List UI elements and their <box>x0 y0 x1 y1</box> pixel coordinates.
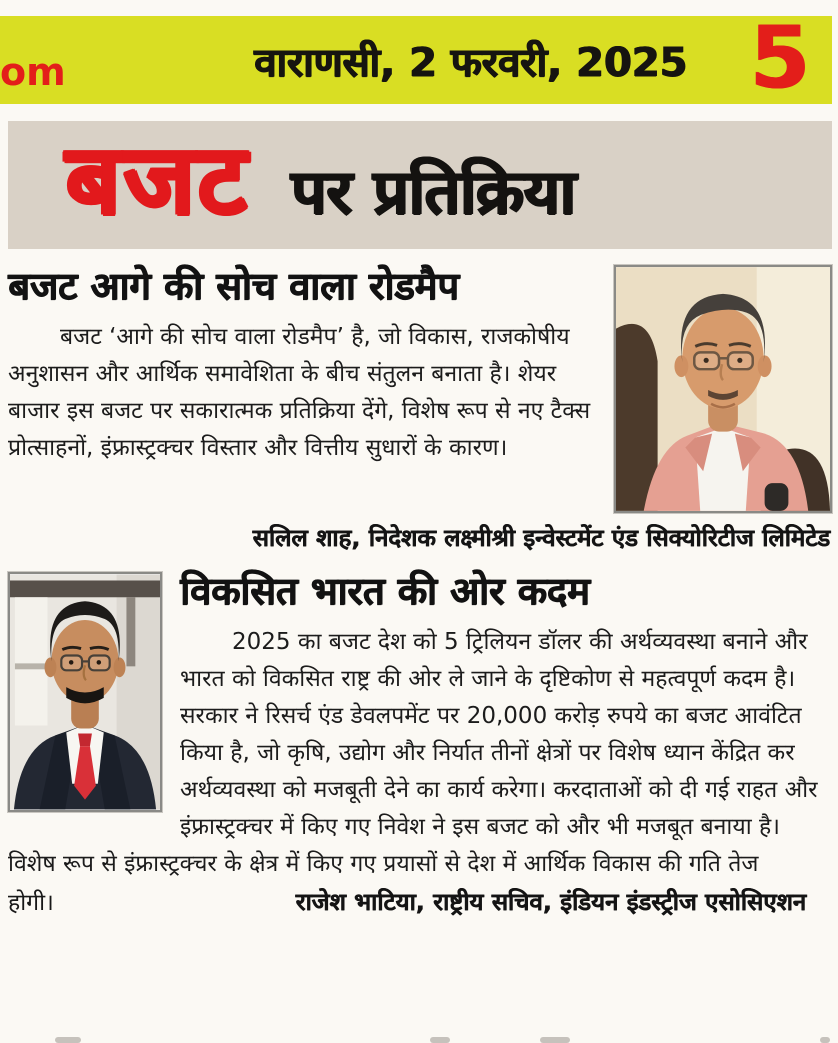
rajesh-bhatia-portrait-illustration <box>10 574 160 810</box>
section-headline-banner <box>8 121 832 249</box>
article-viksit-body-last-word: होगी। <box>8 889 54 916</box>
cutoff-text-remnants <box>0 1034 838 1040</box>
article-viksit-bharat <box>8 568 832 922</box>
newspaper-page <box>0 8 838 1040</box>
photo-salil-shah <box>614 265 832 513</box>
photo-rajesh-bhatia <box>8 572 162 812</box>
headline-words-reaction: पर प्रतिक्रिया <box>291 155 576 228</box>
edition-date: वाराणसी, 2 फरवरी, 2025 <box>254 39 688 86</box>
article-viksit-body: 2025 का बजट देश को 5 ट्रिलियन डॉलर की अर्थव्यवस्था बनाने और भारत को विकसित राष्ट्र की ओर ले जाने के दृष्टिकोण से महत्वपूर्ण कदम है। सरकार ने रिसर्च एंड डेवलपमेंट पर 20,000 करोड़ रुपये का बजट आवंटित किया है, जो कृषि, उद्योग और निर्यात तीनों क्षेत्रों पर विशेष ध्यान केंद्रित कर अर्थव्यवस्था को मजबूती देने का कार्य करेगा। करदाताओं को दी गई राहत और इंफ्रास्ट्रक्चर में किए गए निवेश ने इस बजट को और भी मजबूत बनाया है। विशेष रूप से इंफ्रास्ट्रक्चर के क्षेत्र में किए गए प्रयासों से देश में आर्थिक विकास की गति तेज <box>8 628 818 877</box>
salil-shah-portrait-illustration <box>616 267 830 511</box>
article-viksit-byline: राजेश भाटिया, राष्ट्रीय सचिव, इंडियन इंडस्ट्रीज एसोसिएशन <box>295 887 806 916</box>
article-viksit-lastline <box>8 885 832 922</box>
article-roadmap-byline: सलिल शाह, निदेशक लक्ष्मीश्री इन्वेस्टमेंट एंड सिक्योरिटीज लिमिटेड <box>252 524 830 552</box>
site-url-fragment: om <box>0 50 66 94</box>
article-roadmap-body: बजट ‘आगे की सोच वाला रोडमैप’ है, जो विकास, राजकोषीय अनुशासन और आर्थिक समावेशिता के बीच संतुलन बनाता है। शेयर बाजार इस बजट पर सकारात्मक प्रतिक्रिया देंगे, विशेष रूप से नए टैक्स प्रोत्साहनों, इंफ्रास्ट्रक्चर विस्तार और वित्तीय सुधारों के कारण। <box>8 323 591 461</box>
article-roadmap-heading: बजट आगे की सोच वाला रोडमैप <box>8 264 459 308</box>
article-viksit-heading: विकसित भारत की ओर कदम <box>180 569 590 613</box>
masthead-banner <box>0 8 832 109</box>
page-number: 5 <box>750 8 810 109</box>
article-roadmap <box>8 263 832 554</box>
headline-word-budget: बजट <box>66 124 250 236</box>
